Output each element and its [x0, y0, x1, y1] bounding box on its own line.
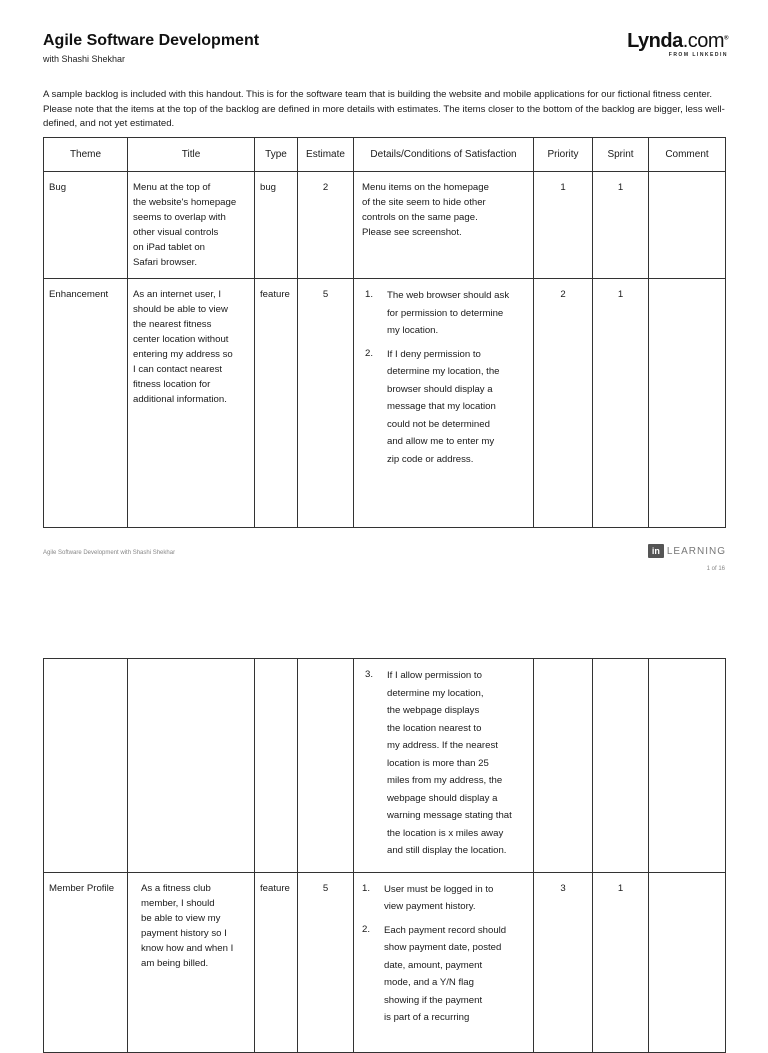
- details-cell: [354, 172, 534, 279]
- details-line: The web browser should ask: [387, 290, 510, 301]
- details-cell: [354, 872, 534, 1052]
- details-line: controls on the same page.: [362, 212, 478, 223]
- title-line: payment history so I: [141, 927, 227, 939]
- header-title: Title: [128, 138, 255, 172]
- table-row: [44, 172, 726, 279]
- logo-subtitle: FROM LINKEDIN: [668, 52, 728, 58]
- details-line: miles from my address, the: [387, 775, 503, 786]
- theme-cell: Member Profile: [44, 872, 128, 1052]
- details-line: my location.: [387, 325, 439, 336]
- details-line: browser should display a: [387, 383, 493, 395]
- estimate-cell: 5: [298, 279, 354, 528]
- details-line: webpage should display a: [387, 792, 498, 804]
- document-title: Agile Software Development: [43, 32, 260, 49]
- linkedin-in-icon: in: [648, 544, 664, 558]
- lynda-logo: [627, 30, 728, 58]
- table-row: [44, 279, 726, 528]
- header-estimate: Estimate: [298, 138, 354, 172]
- title-line: As a fitness club: [141, 882, 211, 894]
- header-sprint: Sprint: [593, 138, 649, 172]
- table-row: [44, 659, 726, 873]
- backlog-table-page1: [43, 137, 726, 528]
- title-line: Safari browser.: [133, 257, 197, 268]
- list-number: 3.: [365, 669, 374, 680]
- title-line: be able to view my: [141, 912, 221, 924]
- details-line: of the site seem to hide other: [362, 197, 486, 208]
- title-line: fitness location for: [133, 379, 211, 390]
- title-line: I can contact nearest: [133, 364, 223, 375]
- sprint-cell: 1: [593, 872, 649, 1052]
- details-list-item: [365, 287, 528, 340]
- details-line: determine my location,: [387, 687, 484, 699]
- details-cell: [354, 659, 534, 873]
- theme-cell: Enhancement: [44, 279, 128, 528]
- footer-course-text: Agile Software Development with Shashi Shekhar: [43, 550, 176, 556]
- document-subtitle: with Shashi Shekhar: [43, 54, 126, 64]
- title-line: the nearest fitness: [133, 319, 212, 330]
- details-list-item: [362, 922, 528, 1027]
- comment-cell: [649, 659, 726, 873]
- table-row: [44, 872, 726, 1052]
- details-line: User must be logged in to: [384, 883, 494, 895]
- details-line: show payment date, posted: [384, 942, 502, 953]
- priority-cell: [534, 659, 593, 873]
- title-line: As an internet user, I: [133, 289, 221, 300]
- title-line: other visual controls: [133, 227, 219, 238]
- header-priority: Priority: [534, 138, 593, 172]
- title-line: member, I should: [141, 897, 215, 909]
- type-cell: bug: [255, 172, 298, 279]
- table-header-row: [44, 138, 726, 172]
- details-line: and still display the location.: [387, 845, 507, 856]
- details-line: my address. If the nearest: [387, 740, 498, 751]
- title-cell: [128, 172, 255, 279]
- details-line: If I deny permission to: [387, 348, 481, 360]
- estimate-cell: 5: [298, 872, 354, 1052]
- details-cell: [354, 279, 534, 528]
- list-number: 1.: [365, 289, 374, 300]
- details-line: Each payment record should: [384, 924, 507, 936]
- title-line: seems to overlap with: [133, 212, 226, 223]
- logo-main-text: Lynda: [627, 30, 683, 52]
- details-list: [365, 667, 528, 860]
- theme-cell: Bug: [44, 172, 128, 279]
- type-cell: feature: [255, 872, 298, 1052]
- header-comment: Comment: [649, 138, 726, 172]
- details-line: mode, and a Y/N flag: [384, 977, 474, 988]
- estimate-cell: 2: [298, 172, 354, 279]
- list-number: 1.: [362, 882, 371, 894]
- title-cell: [128, 872, 255, 1052]
- comment-cell: [649, 172, 726, 279]
- comment-cell: [649, 279, 726, 528]
- intro-paragraph: A sample backlog is included with this handout. This is for the software team that is building the website and mobile applications for our fictional fitness center. Please note that the items at the top of the backlog are defined in more details with estimates. The items closer to the bottom of the backlog are bigger, less well-defined, and not yet estimated.: [43, 89, 725, 129]
- type-cell: [255, 659, 298, 873]
- details-line: the location is x miles away: [387, 827, 504, 839]
- details-line: the location nearest to: [387, 722, 482, 734]
- details-line: date, amount, payment: [384, 959, 483, 971]
- priority-cell: 1: [534, 172, 593, 279]
- learning-wordmark: LEARNING: [666, 545, 726, 557]
- title-line: am being billed.: [141, 957, 209, 969]
- details-line: Please see screenshot.: [362, 227, 462, 238]
- title-line: know how and when I: [141, 942, 234, 954]
- sprint-cell: [593, 659, 649, 873]
- sprint-cell: 1: [593, 172, 649, 279]
- title-line: the website's homepage: [133, 197, 237, 208]
- title-line: entering my address so: [133, 349, 233, 360]
- details-line: If I allow permission to: [387, 670, 482, 681]
- details-line: the webpage displays: [387, 705, 480, 716]
- title-line: additional information.: [133, 394, 227, 405]
- details-line: view payment history.: [384, 901, 476, 912]
- list-number: 2.: [365, 347, 374, 359]
- details-line: and allow me to enter my: [387, 436, 495, 447]
- details-line: Menu items on the homepage: [362, 182, 489, 193]
- title-line: Menu at the top of: [133, 182, 211, 193]
- linkedin-learning-logo: [648, 544, 726, 558]
- priority-cell: 2: [534, 279, 593, 528]
- comment-cell: [649, 872, 726, 1052]
- logo-registered-mark: ®: [724, 35, 728, 42]
- header-details: Details/Conditions of Satisfaction: [354, 138, 534, 172]
- theme-cell: [44, 659, 128, 873]
- details-list: [365, 287, 528, 468]
- type-cell: feature: [255, 279, 298, 528]
- title-cell: [128, 659, 255, 873]
- details-line: location is more than 25: [387, 757, 489, 769]
- title-line: center location without: [133, 334, 229, 345]
- logo-dotcom-text: .com: [682, 30, 725, 52]
- details-line: warning message stating that: [387, 810, 512, 821]
- details-line: for permission to determine: [387, 307, 504, 319]
- priority-cell: 3: [534, 872, 593, 1052]
- page-number: 1 of 16: [706, 566, 725, 572]
- sprint-cell: 1: [593, 279, 649, 528]
- details-list-item: [365, 667, 528, 860]
- details-list: [362, 881, 528, 1027]
- estimate-cell: [298, 659, 354, 873]
- details-line: message that my location: [387, 401, 496, 412]
- backlog-table-page2: [43, 658, 726, 1053]
- details-line: is part of a recurring: [384, 1012, 470, 1023]
- details-list-item: [365, 346, 528, 469]
- details-line: could not be determined: [387, 418, 490, 430]
- details-line: showing if the payment: [384, 994, 483, 1006]
- title-line: on iPad tablet on: [133, 242, 206, 253]
- list-number: 2.: [362, 923, 371, 935]
- header-type: Type: [255, 138, 298, 172]
- details-line: determine my location, the: [387, 366, 500, 377]
- header-theme: Theme: [44, 138, 128, 172]
- details-list-item: [362, 881, 528, 916]
- details-line: zip code or address.: [387, 453, 474, 465]
- title-cell: [128, 279, 255, 528]
- title-line: should be able to view: [133, 304, 228, 315]
